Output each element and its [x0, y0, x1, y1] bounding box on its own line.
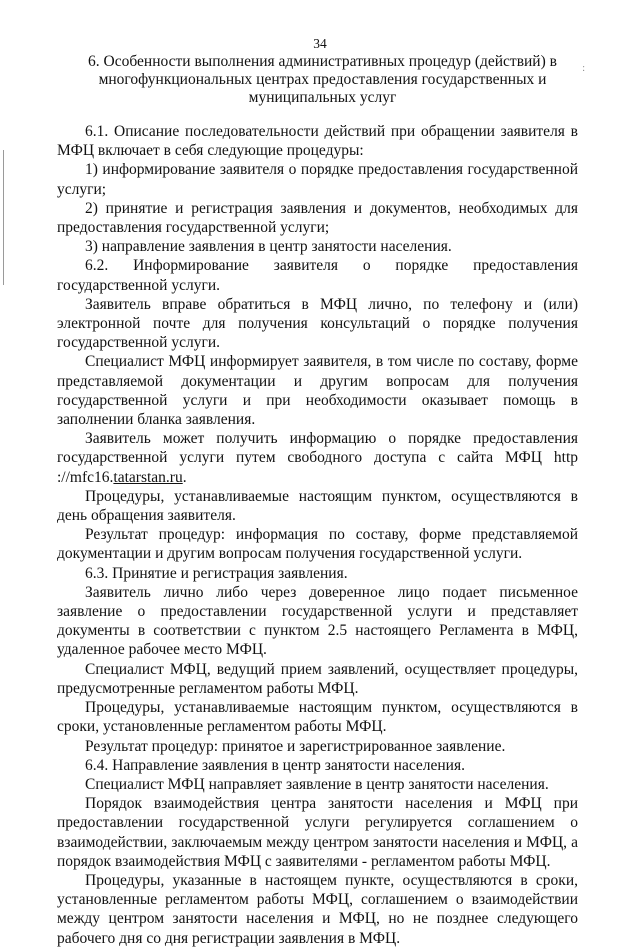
- mfc-website-link[interactable]: tatarstan.ru: [113, 468, 183, 486]
- paragraph-specialist-sends: Специалист МФЦ направляет заявление в центр занятости населения.: [85, 775, 549, 793]
- paragraph-6-3: 6.3. Принятие и регистрация заявления.: [85, 564, 348, 582]
- site-access-period: .: [182, 468, 187, 486]
- paragraph-specialist-informs: Специалист МФЦ информирует заявителя, в том числе по составу, форме представляемой документации и другим вопросам для получения государственной услуги и при необходимости оказывает помощь в заполнении бланка заявления.: [57, 353, 578, 429]
- paragraph-6-4: 6.4. Направление заявления в центр занятости населения.: [85, 756, 465, 774]
- paragraph-procedures-day: Процедуры, устанавливаемые настоящим пунктом, осуществляются в день обращения заявителя.: [57, 487, 578, 525]
- paragraph-application-submission: Заявитель лично либо через доверенное лицо подает письменное заявление о предоставлении государственной услуги и представляет документы в соответствии с пунктом 2.5 настоящего Регламента в МФЦ, удаленное рабочее место МФЦ.: [57, 583, 578, 659]
- page-number: 34: [313, 36, 327, 51]
- paragraph-6-2: 6.2. Информирование заявителя о порядке предоставления государственной услуги.: [57, 257, 578, 294]
- site-access-text: Заявитель может получить информацию о порядке предоставления государственной услуги путем свободного доступа с сайта МФЦ http ://mfc16.: [57, 430, 578, 486]
- list-item-1: 1) информирование заявителя о порядке предоставления государственной услуги;: [57, 161, 578, 198]
- scan-edge-line: [3, 150, 4, 285]
- list-item-2: 2) принятие и регистрация заявления и документов, необходимых для предоставления государственной услуги;: [57, 199, 578, 237]
- paragraph-procedures-terms: Процедуры, устанавливаемые настоящим пунктом, осуществляются в сроки, установленные регламентом работы МФЦ.: [57, 699, 578, 736]
- list-item-3: 3) направление заявления в центр занятости населения.: [85, 238, 452, 256]
- paragraph-specialist-reception: Специалист МФЦ, ведущий прием заявлений, осуществляет процедуры, предусмотренные регламентом работы МФЦ.: [57, 660, 578, 697]
- paragraph-6-1: 6.1. Описание последовательности действий при обращении заявителя в МФЦ включает в себя следующие процедуры:: [57, 123, 578, 160]
- section-heading-text: 6. Особенности выполнения административных процедур (действий) в многофункциональных центрах предоставления государственных и муниципальных услуг: [88, 53, 557, 106]
- document-body: [57, 122, 578, 948]
- paragraph-applicant-contact: Заявитель вправе обратиться в МФЦ лично, по телефону и (или) электронной почте для получения консультаций о порядке получения государственной услуги.: [57, 295, 578, 352]
- paragraph-interaction-order: Порядок взаимодействия центра занятости населения и МФЦ при предоставлении государственной услуги регулируется соглашением о взаимодействии, заключаемым между центром занятости населения и МФЦ, а порядок взаимодействия МФЦ с заявителями - регламентом работы МФЦ.: [57, 795, 578, 870]
- paragraph-procedures-deadline: Процедуры, указанные в настоящем пункте, осуществляются в сроки, установленные регламентом работы МФЦ, соглашением о взаимодействии между центром занятости населения и МФЦ, но не позднее следующего рабочего дня со дня регистрации заявления в МФЦ.: [57, 871, 578, 947]
- scan-mark: :: [582, 63, 585, 74]
- paragraph-site-access: [57, 429, 578, 487]
- paragraph-result-registered: Результат процедур: принятое и зарегистрированное заявление.: [85, 737, 506, 755]
- section-heading: [70, 53, 585, 107]
- paragraph-result-information: Результат процедур: информация по составу, форме представляемой документации и другим вопросам получения государственной услуги.: [57, 526, 578, 563]
